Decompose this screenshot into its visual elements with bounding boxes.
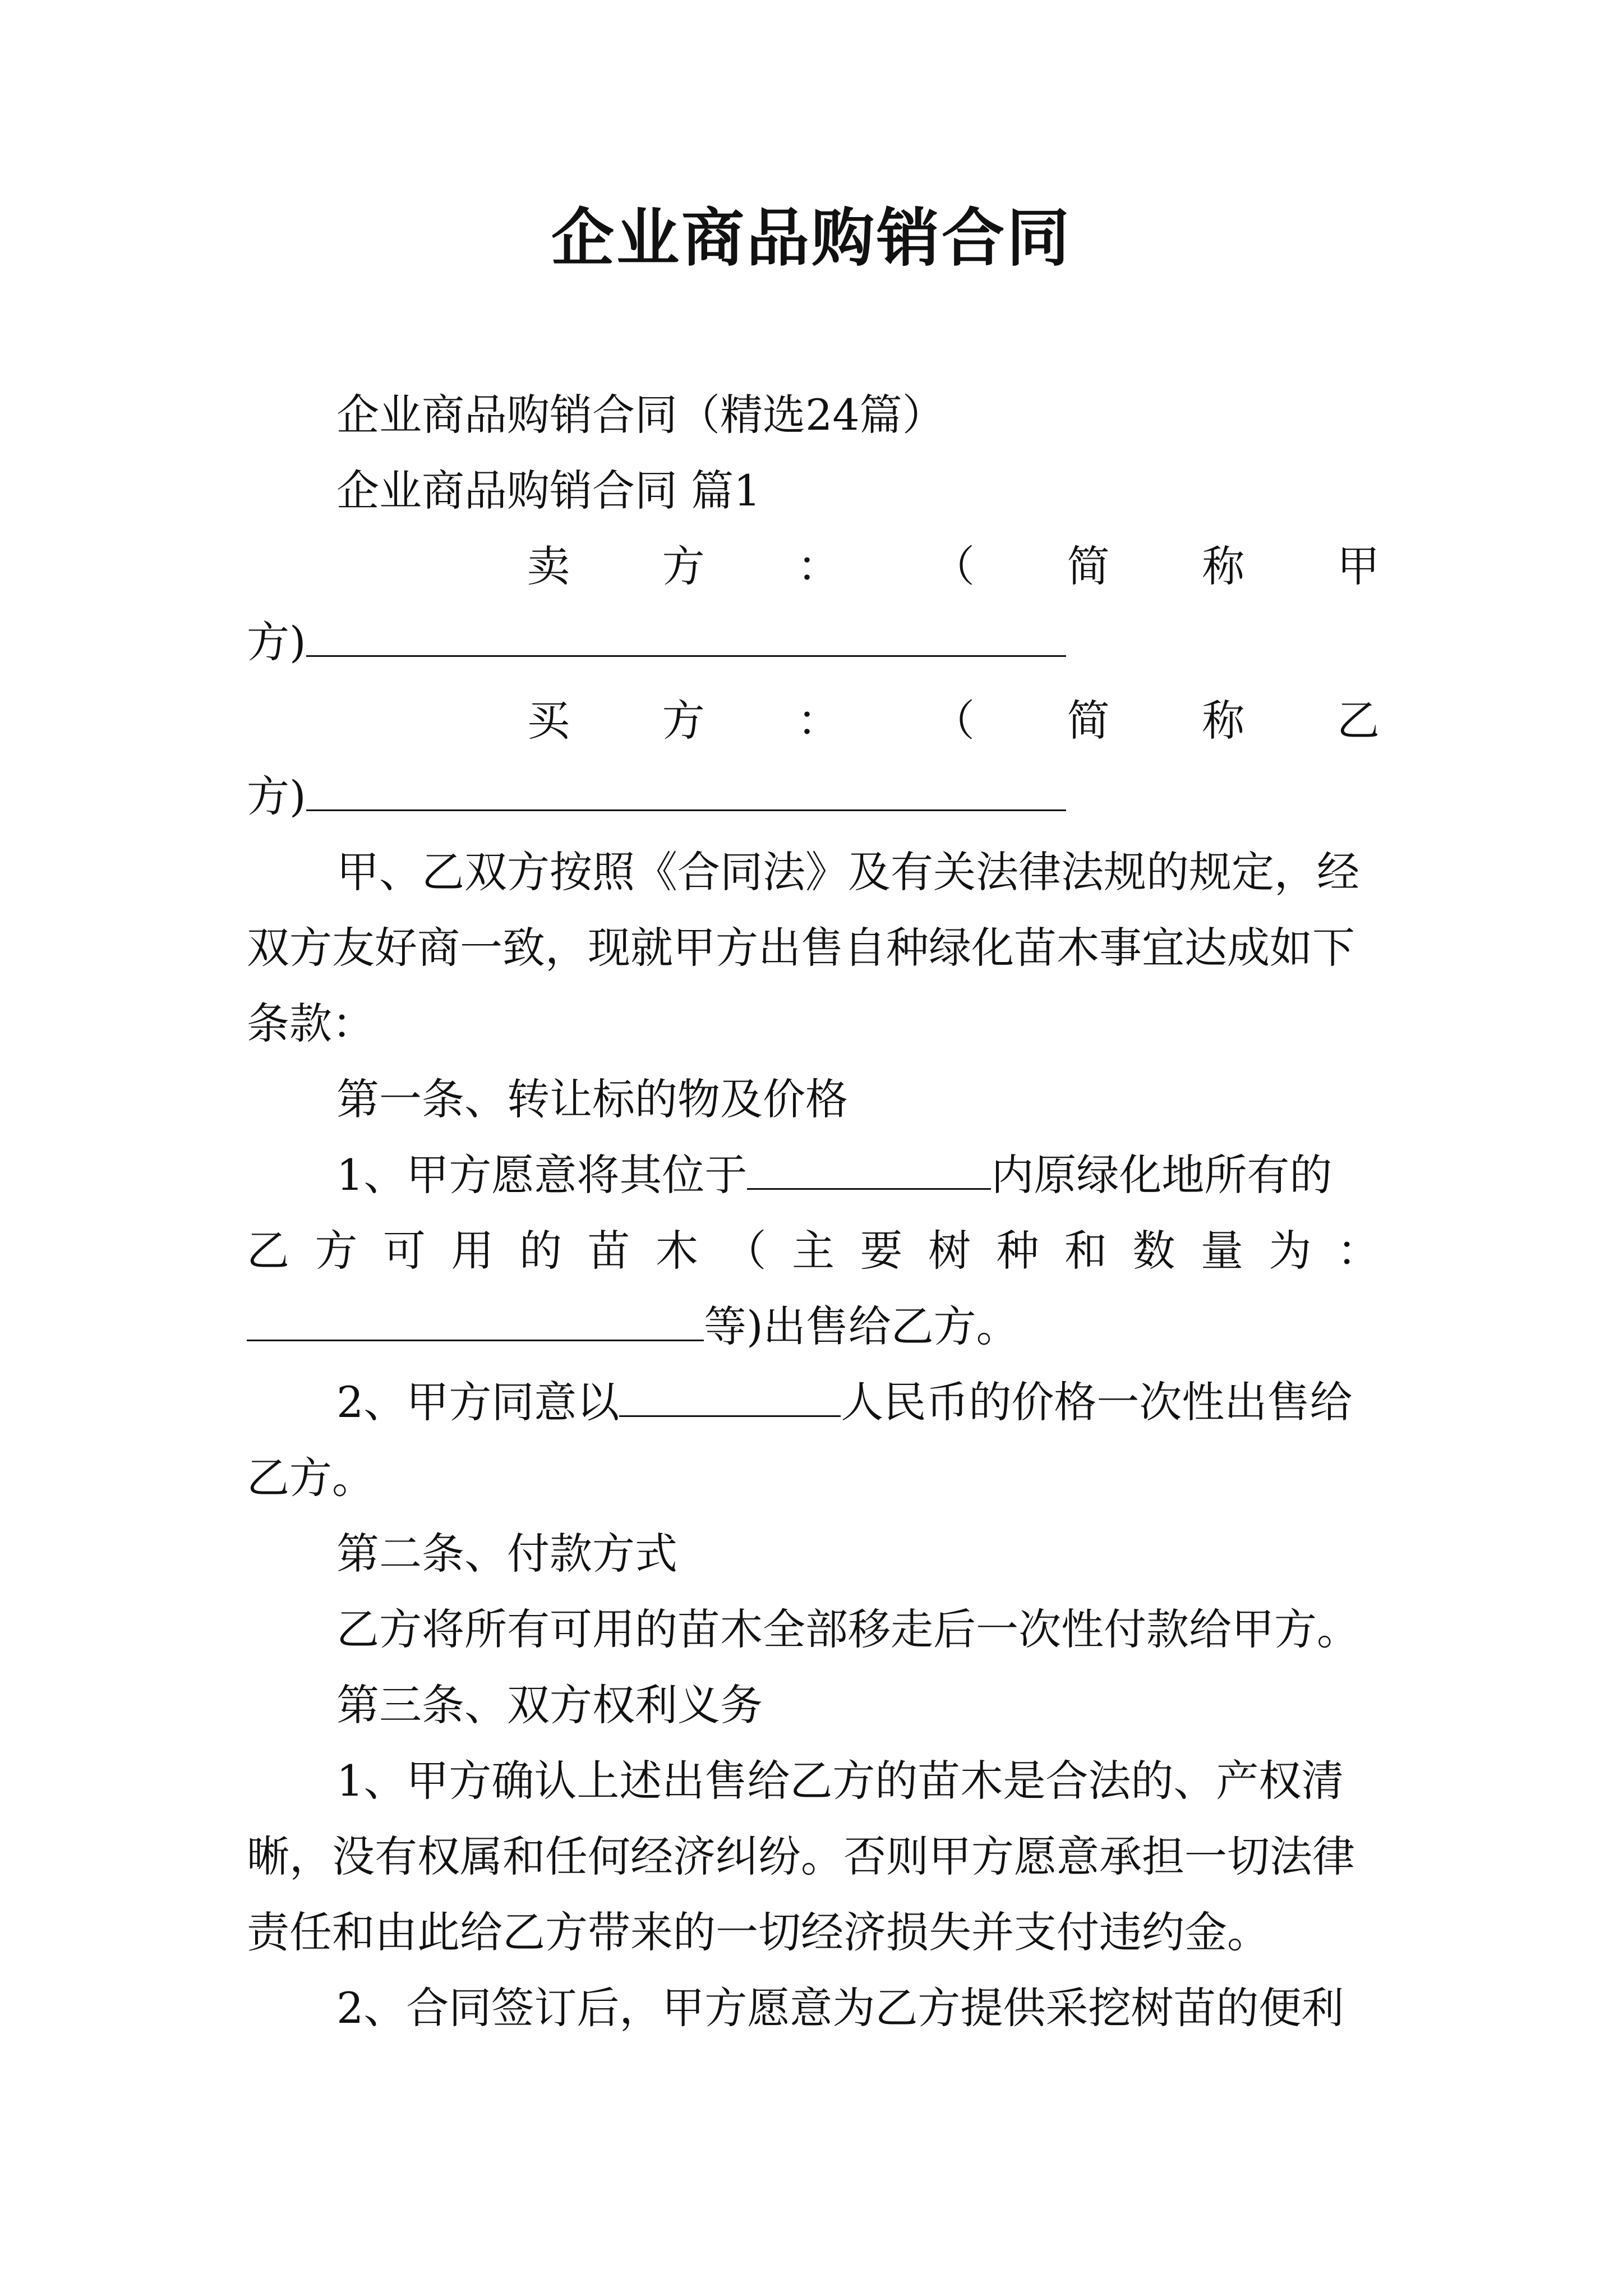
buyer-line <box>527 693 1380 749</box>
seller-continuation <box>247 614 1066 670</box>
item1-char: ： <box>1337 1226 1380 1276</box>
item1-char: 用 <box>451 1226 494 1276</box>
buyer-continuation <box>247 769 1066 825</box>
location-blank <box>747 1149 991 1190</box>
preamble-line: 甲、乙双方按照《合同法》及有关法律法规的规定，经 <box>336 847 1359 897</box>
article3-item2-line: 2、合同签订后，甲方愿意为乙方提供采挖树苗的便利 <box>336 1983 1344 2033</box>
preamble-line: 条款： <box>247 999 375 1048</box>
item1-char: 苗 <box>587 1226 630 1276</box>
article3-item1-line: 责任和由此给乙方带来的一切经济损失并支付违约金。 <box>247 1907 1270 1957</box>
buyer-char: ： <box>797 696 840 746</box>
item1-char: 和 <box>1064 1226 1107 1276</box>
seller-char: ： <box>797 541 840 591</box>
article3-item1-line: 1、甲方确认上述出售给乙方的苗木是合法的、产权清 <box>336 1756 1344 1806</box>
article1-item2-suffix: 人民币的价格一次性出售给 <box>841 1377 1353 1427</box>
article1-item1-suffix: 内原绿化地所有的 <box>991 1150 1332 1200</box>
seller-char: （ <box>932 541 975 591</box>
buyer-char: 称 <box>1202 696 1245 746</box>
seller-char: 甲 <box>1336 541 1380 591</box>
article1-item1-line3 <box>247 1299 1019 1355</box>
seller-name-blank <box>306 616 1066 657</box>
species-quantity-blank <box>247 1300 704 1341</box>
article3-heading: 第三条、双方权利义务 <box>336 1680 763 1730</box>
item1-char: 乙 <box>247 1226 289 1276</box>
item1-char: 树 <box>928 1226 971 1276</box>
item1-char: 要 <box>860 1226 903 1276</box>
buyer-char: 乙 <box>1336 696 1380 746</box>
article2-text: 乙方将所有可用的苗木全部移走后一次性付款给甲方。 <box>336 1604 1359 1654</box>
article3-item1-line: 晰，没有权属和任何经济纠纷。否则甲方愿意承担一切法律 <box>247 1832 1355 1881</box>
article1-heading: 第一条、转让标的物及价格 <box>336 1074 848 1124</box>
item1-char: 可 <box>383 1226 426 1276</box>
document-subtitle: 企业商品购销合同（精选24篇） <box>336 390 945 440</box>
item1-char: 主 <box>792 1226 834 1276</box>
buyer-char: 买 <box>527 696 570 746</box>
buyer-name-blank <box>306 770 1066 811</box>
buyer-char: （ <box>932 696 975 746</box>
seller-char: 称 <box>1202 541 1245 591</box>
section-heading: 企业商品购销合同 篇1 <box>336 466 761 516</box>
preamble-line: 双方友好商一致，现就甲方出售自种绿化苗木事宜达成如下 <box>247 923 1355 973</box>
article1-item1-line2 <box>247 1223 1380 1279</box>
article1-item1-line1 <box>336 1147 1332 1203</box>
item1-char: 数 <box>1132 1226 1175 1276</box>
seller-continuation-text: 方) <box>247 617 306 667</box>
seller-char: 卖 <box>527 541 570 591</box>
item1-char: 种 <box>996 1226 1039 1276</box>
article1-item1-prefix: 1、甲方愿意将其位于 <box>336 1150 748 1200</box>
price-blank <box>619 1376 841 1417</box>
seller-line <box>527 539 1380 595</box>
item1-char: 量 <box>1201 1226 1243 1276</box>
item1-char: 方 <box>315 1226 358 1276</box>
item1-char: 的 <box>519 1226 562 1276</box>
seller-char: 简 <box>1067 541 1110 591</box>
article1-item2-prefix: 2、甲方同意以 <box>336 1377 620 1427</box>
buyer-char: 方 <box>662 696 705 746</box>
article1-item1-line3-suffix: 等)出售给乙方。 <box>704 1301 1019 1351</box>
buyer-continuation-text: 方) <box>247 771 306 821</box>
seller-char: 方 <box>662 541 705 591</box>
item1-char: 为 <box>1269 1226 1312 1276</box>
buyer-char: 简 <box>1067 696 1110 746</box>
document-title: 企业商品购销合同 <box>551 201 1072 275</box>
item1-char: 木 <box>656 1226 698 1276</box>
article1-item2-line2: 乙方。 <box>247 1453 375 1503</box>
item1-char: （ <box>723 1226 767 1276</box>
article2-heading: 第二条、付款方式 <box>336 1529 677 1579</box>
article1-item2-line1 <box>336 1374 1352 1430</box>
